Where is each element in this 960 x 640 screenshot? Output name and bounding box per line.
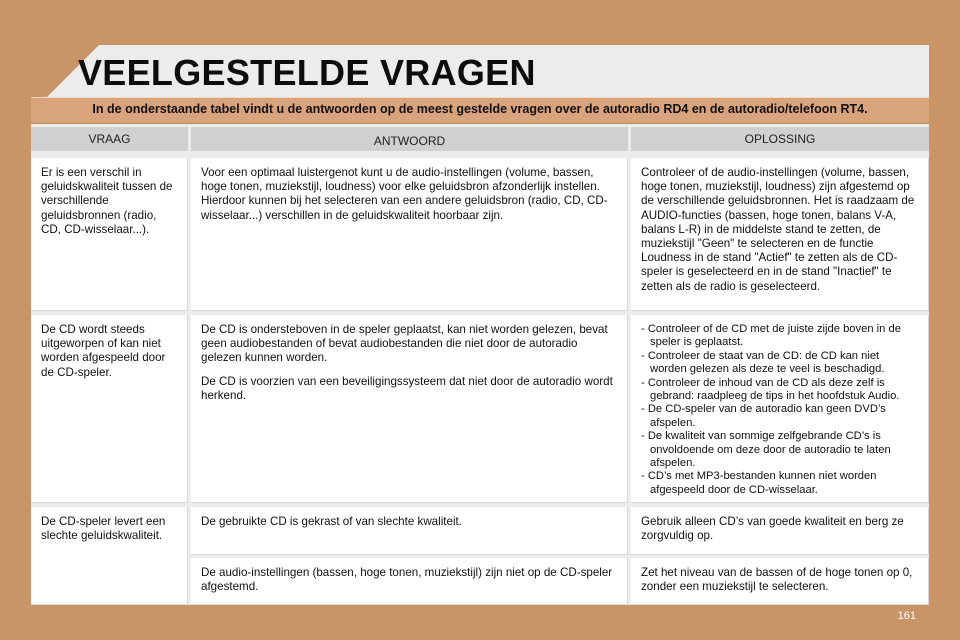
subtitle: In de onderstaande tabel vindt u de antwoorden op de meest gestelde vragen over de autoradio RD4 en de autoradio/telefoon RT4. xyxy=(92,102,868,116)
column-header-question xyxy=(31,127,188,151)
page-title: VEELGESTELDE VRAGEN xyxy=(78,52,536,93)
solution-item: - Controleer of de CD met de juiste zijde boven in de speler is geplaatst. xyxy=(641,323,901,349)
row-1-solution-cell xyxy=(631,158,929,311)
row-2-solution-cell xyxy=(631,315,929,503)
row-3a-solution: Gebruik alleen CD’s van goede kwaliteit en berg ze zorgvuldig op. xyxy=(641,515,904,543)
column-header-question-label: VRAAG xyxy=(88,132,131,146)
row-3b-answer-cell xyxy=(191,558,628,605)
row-3a-answer-cell xyxy=(191,507,628,555)
solution-item: - Controleer de inhoud van de CD als deze zelf is gebrand: raadpleeg de tips in het hoofdstuk Audio. xyxy=(641,376,900,403)
column-header-solution xyxy=(631,127,929,151)
column-header-solution-label: OPLOSSING xyxy=(744,132,816,146)
row-2-question: De CD wordt steeds uitgeworpen of kan niet worden afgespeeld door de CD-speler. xyxy=(41,323,166,379)
solution-item: - De CD-speler van de autoradio kan geen DVD’s afspelen. xyxy=(641,403,886,429)
row-3a-answer: De gebruikte CD is gekrast of van slechte kwaliteit. xyxy=(201,515,462,528)
row-2-solution-list xyxy=(641,323,918,497)
row-3b-solution: Zet het niveau van de bassen of de hoge tonen op 0, zonder een muziekstijl te selecteren. xyxy=(641,566,913,594)
row-1-answer: Voor een optimaal luistergenot kunt u de audio-instellingen (volume, bassen, hoge tonen, muziekstijl, loudness) voor elke geluidsbron afzonderlijk instellen. Hierdoor kunnen bij het selecteren van een andere geluidsbron (radio, CD, CD-wisselaar...) verschillen in de geluidskwaliteit hoorbaar zijn. xyxy=(201,166,608,222)
row-2-answer-2: De CD is voorzien van een beveiligingssysteem dat niet door de autoradio wordt herkend. xyxy=(201,374,613,402)
row-3b-solution-cell xyxy=(631,558,929,605)
row-3b-answer: De audio-instellingen (bassen, hoge tonen, muziekstijl) zijn niet op de CD-speler afgestemd. xyxy=(201,566,613,594)
row-1-question: Er is een verschil in geluidskwaliteit tussen de verschillende geluidsbronnen (radio, CD, CD-wisselaar...). xyxy=(41,166,173,236)
solution-item: - Controleer de staat van de CD: de CD kan niet worden gelezen als deze te veel is beschadigd. xyxy=(641,349,885,376)
row-3-question: De CD-speler levert een slechte geluidskwaliteit. xyxy=(41,515,166,543)
row-1-solution: Controleer of de audio-instellingen (volume, bassen, hoge tonen, muziekstijl, loudness) zijn afgestemd op de verschillende geluidsbronnen. Het is raadzaam de AUDIO-functies (bassen, hoge tonen, balans V-A, balans L-R) in de middelste stand te zetten, de muziekstijl "Geen" te selecteren en de functie Loudness in de stand "Actief" te zetten als de CD-speler is geselecteerd en in de stand "Inactief" te zetten als de radio is geselecteerd. xyxy=(641,166,915,293)
row-2-answer-1: De CD is ondersteboven in de speler geplaatst, kan niet worden gelezen, bevat geen audiobestanden of bevat audiobestanden die niet door de autoradio gelezen kunnen worden. xyxy=(201,323,608,365)
row-1-answer-cell xyxy=(191,158,628,311)
solution-item: - De kwaliteit van sommige zelfgebrande CD’s is onvoldoende om deze door de autoradio te laten afspelen. xyxy=(641,430,891,470)
row-1-question-cell xyxy=(31,158,188,311)
solution-item: - CD’s met MP3-bestanden kunnen niet worden afgespeeld door de CD-wisselaar. xyxy=(641,470,877,496)
column-header-answer-label: ANTWOORD xyxy=(373,134,446,148)
column-header-answer xyxy=(191,127,628,151)
subtitle-band xyxy=(31,97,929,124)
page-number: 161 xyxy=(897,610,916,622)
row-2-answer-cell xyxy=(191,315,628,503)
row-3a-solution-cell xyxy=(631,507,929,555)
row-3-question-cell xyxy=(31,507,188,605)
row-2-question-cell xyxy=(31,315,188,503)
